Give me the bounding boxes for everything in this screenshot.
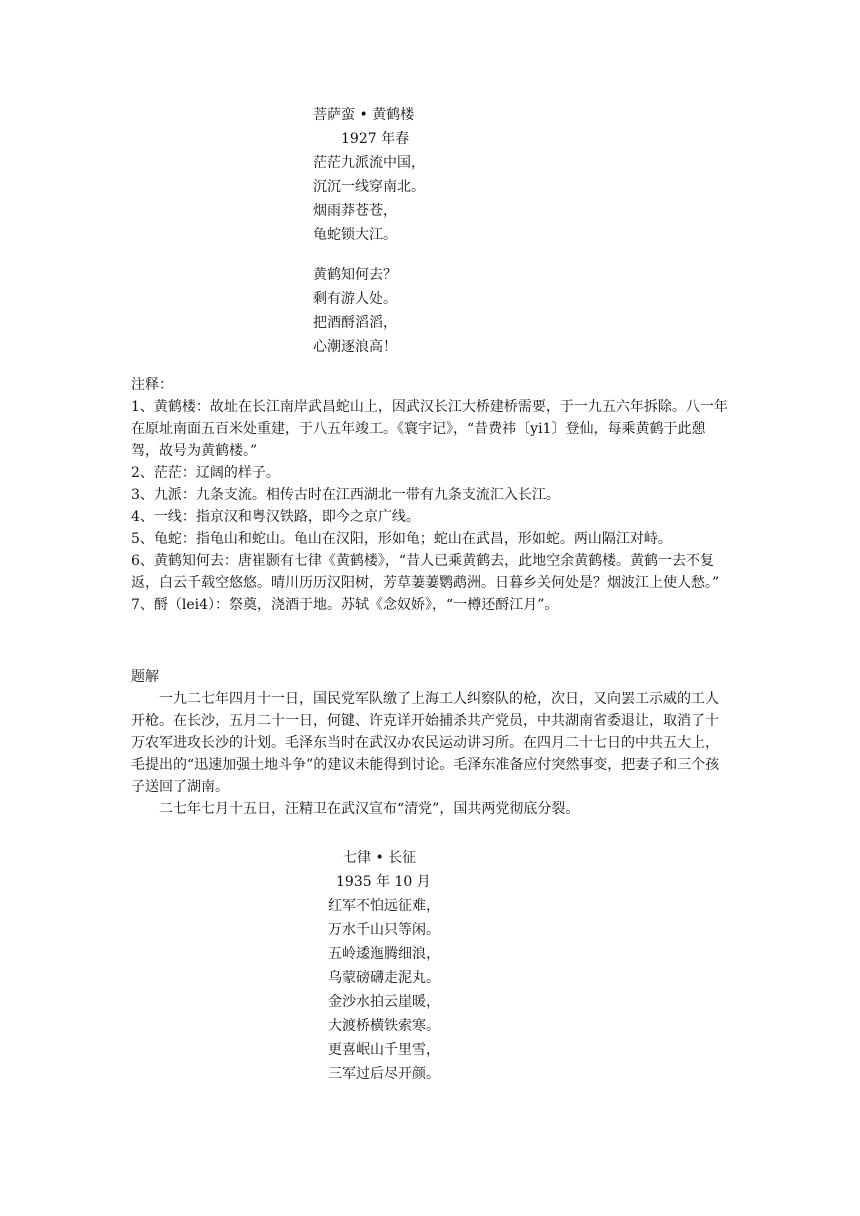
poem1-date: 1927 年春 bbox=[341, 131, 410, 147]
note-item: 4、一线：指京汉和粤汉铁路，即今之京广线。 bbox=[131, 509, 420, 525]
poem2-line: 万水千山只等闲。 bbox=[328, 922, 440, 938]
interpretation-heading: 题解 bbox=[131, 669, 159, 685]
poem2-line: 乌蒙磅礴走泥丸。 bbox=[328, 970, 440, 986]
interpretation-paragraph: 二七年七月十五日，汪精卫在武汉宣布“清党”，国共两党彻底分裂。 bbox=[159, 801, 580, 817]
poem2-date: 1935 年 10 月 bbox=[336, 874, 431, 890]
notes-section bbox=[131, 374, 731, 616]
note-item: 2、茫茫：辽阔的样子。 bbox=[131, 465, 280, 481]
poem1-line: 把酒酹滔滔， bbox=[313, 315, 397, 331]
poem1-line: 茫茫九派流中国， bbox=[313, 155, 425, 171]
interpretation-paragraph: 一九二七年四月十一日，国民党军队缴了上海工人纠察队的枪，次日，又向罢工示威的工人开枪。在长沙，五月二十一日，何键、许克详开始捕杀共产党员，中共湖南省委退让，取消了十万农军进攻长沙的计划。毛泽东当时在武汉办农民运动讲习所。在四月二十七日的中共五大上，毛提出的“迅速加强土地斗争”的建议未能得到讨论。毛泽东准备应付突然事变，把妻子和三个孩子送回了湖南。 bbox=[131, 691, 720, 795]
note-item: 6、黄鹤知何去：唐崔颢有七律《黄鹤楼》，“昔人已乘黄鹤去，此地空余黄鹤楼。黄鹤一去不复返，白云千载空悠悠。晴川历历汉阳树，芳草萋萋鹦鹉洲。日暮乡关何处是？烟波江上使人愁。” bbox=[131, 553, 720, 591]
notes-heading: 注释： bbox=[131, 377, 173, 393]
interpretation-section bbox=[131, 666, 731, 820]
poem2-line: 金沙水拍云崖暖， bbox=[328, 994, 440, 1010]
poem1-line: 烟雨莽苍苍， bbox=[313, 203, 397, 219]
poem2-line: 三军过后尽开颜。 bbox=[328, 1066, 440, 1082]
poem1-title: 菩萨蛮 • 黄鹤楼 bbox=[313, 107, 415, 123]
poem2-line: 大渡桥横铁索寒。 bbox=[328, 1018, 440, 1034]
note-item: 7、酹（lei4）：祭奠，浇酒于地。苏轼《念奴娇》，“一樽还酹江月”。 bbox=[131, 597, 559, 613]
poem2-line: 五岭逶迤腾细浪， bbox=[328, 946, 440, 962]
poem2-title: 七律 • 长征 bbox=[343, 850, 417, 866]
poem1-line: 剩有游人处。 bbox=[313, 291, 397, 307]
poem1-line: 龟蛇锁大江。 bbox=[313, 227, 397, 243]
poem2-line: 更喜岷山千里雪， bbox=[328, 1042, 440, 1058]
poem2-line: 红军不怕远征难， bbox=[328, 898, 440, 914]
note-item: 5、龟蛇：指龟山和蛇山。龟山在汉阳，形如龟；蛇山在武昌，形如蛇。两山隔江对峙。 bbox=[131, 531, 672, 547]
note-item: 3、九派：九条支流。相传古时在江西湖北一带有九条支流汇入长江。 bbox=[131, 487, 560, 503]
poem1-line: 沉沉一线穿南北。 bbox=[313, 179, 425, 195]
note-item: 1、黄鹤楼：故址在长江南岸武昌蛇山上，因武汉长江大桥建桥需要，于一九五六年拆除。八一年在原址南面五百米处重建，于八五年竣工。《寰宇记》，“昔费祎〔yi1〕登仙，每乘黄鹤于此憩驾，故号为黄鹤楼。” bbox=[131, 399, 728, 459]
poem1-line: 心潮逐浪高！ bbox=[313, 339, 397, 355]
poem1-line: 黄鹤知何去？ bbox=[313, 267, 397, 283]
